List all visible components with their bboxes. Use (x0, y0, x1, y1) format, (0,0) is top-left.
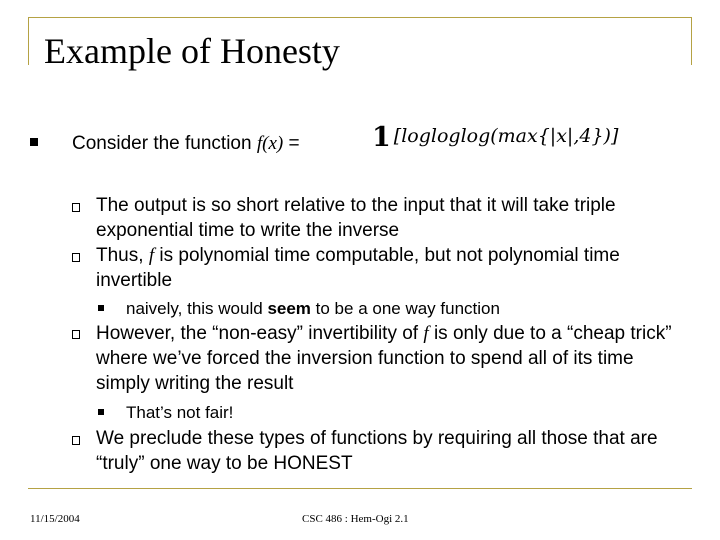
sub2-note-bold: seem (267, 299, 311, 318)
sub-bullet-icon (72, 253, 80, 262)
sub2-note-lead: naively, this would (126, 299, 263, 318)
formula-base: 1 (372, 122, 391, 153)
sub-bullet-1: The output is so short relative to the input that it will take triple exponential time to write the inverse (96, 195, 616, 241)
main-prefix: Consider the function (72, 133, 252, 154)
left-border (28, 17, 29, 65)
sub-bullet-3 (96, 321, 676, 396)
sub-bullet-icon (72, 203, 80, 212)
sub-bullet-icon (72, 436, 80, 445)
bottom-border (28, 488, 692, 489)
sub-bullet-2 (96, 243, 676, 293)
sub3-rest: is only due to a “cheap trick” where we’ve forced the inversion function to spend all of its time simply writing the result (96, 323, 672, 394)
sub-sub-bullet-icon (98, 409, 104, 415)
right-border (691, 17, 692, 65)
top-border (28, 17, 692, 18)
formula (372, 122, 618, 153)
sub2-note-rest: to be a one way function (315, 299, 500, 318)
f-arg: (x) (262, 133, 284, 154)
main-bullet-text (72, 131, 300, 156)
sub2-lead: Thus, (96, 245, 144, 266)
formula-exponent: [logloglog(max{|x|,4})] (393, 125, 619, 147)
sub3-note: That’s not fair! (126, 403, 234, 422)
f-symbol: f (256, 133, 263, 154)
sub-sub-bullet-icon (98, 305, 104, 311)
footer-course: CSC 486 : Hem-Ogi 2.1 (302, 513, 409, 525)
footer-date: 11/15/2004 (30, 513, 80, 525)
main-bullet-icon (30, 138, 38, 146)
slide-title: Example of Honesty (44, 31, 340, 71)
f-symbol: f (423, 323, 429, 344)
sub2-note (126, 296, 500, 321)
equals-sign: = (288, 133, 300, 154)
sub3-lead: However, the “non-easy” invertibility of (96, 323, 419, 344)
sub-bullet-icon (72, 330, 80, 339)
sub-bullet-4: We preclude these types of functions by requiring all those that are “truly” one way to be HONEST (96, 428, 658, 474)
f-symbol: f (148, 245, 155, 266)
sub2-rest: is polynomial time computable, but not polynomial time invertible (96, 245, 620, 291)
